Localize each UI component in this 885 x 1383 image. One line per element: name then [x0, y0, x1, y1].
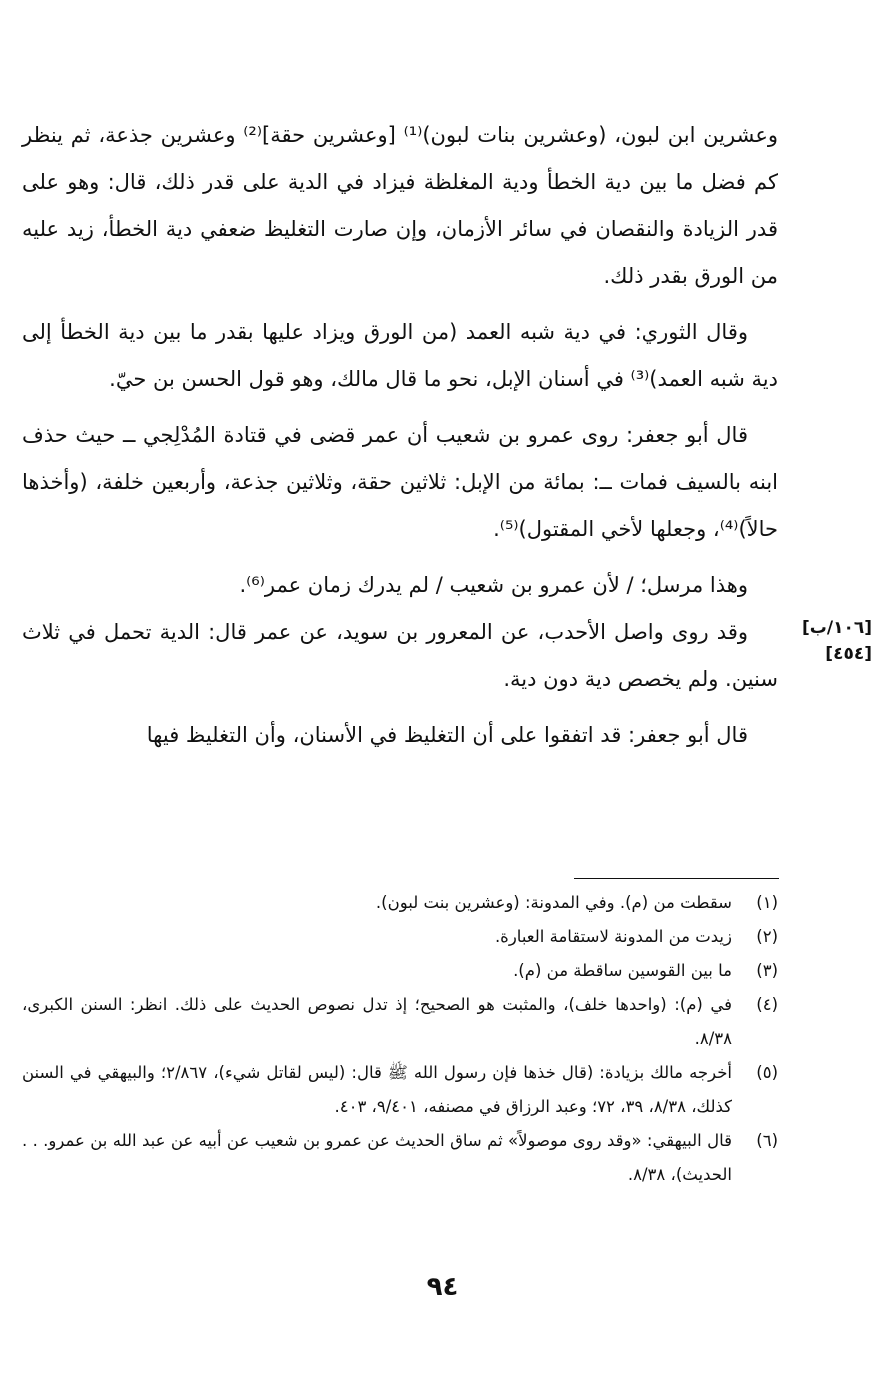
folio-ref-line-2: [٤٥٤]: [825, 644, 872, 664]
paragraph-4: وهذا مرسل؛ / لأن عمرو بن شعيب / لم يدرك زمان عمر⁽⁶⁾.: [239, 573, 748, 597]
footnote-3: [22, 954, 778, 988]
main-text: [22, 112, 778, 759]
footnote-separator: [574, 878, 779, 879]
footnote-text: قال البيهقي: «وقد روى موصولاً» ثم ساق الحديث عن عمرو بن شعيب عن أبيه عن عبد الله بن عمرو. . . الحديث)، ٨/٣٨.: [22, 1131, 732, 1184]
footnote-number: (١): [756, 893, 778, 912]
footnote-number: (٢): [756, 927, 778, 946]
footnote-number: (٤): [756, 995, 778, 1014]
manuscript-folio-reference: [772, 615, 872, 667]
folio-ref-line-1: [١٠٦/ب]: [802, 618, 872, 638]
footnote-text: أخرجه مالك بزيادة: (قال خذها فإن رسول الله ﷺ قال: (ليس لقاتل شيء)، ٢/٨٦٧؛ والبيهقي في السنن كذلك، ٨/٣٨، ٣٩، ٧٢؛ وعبد الرزاق في مصنفه، ٩/٤٠١، ٤٠٣.: [22, 1063, 732, 1116]
footnote-text: زيدت من المدونة لاستقامة العبارة.: [494, 927, 732, 946]
footnote-text: سقطت من (م). وفي المدونة: (وعشرين بنت لبون).: [375, 893, 732, 912]
footnote-5: [22, 1056, 778, 1124]
footnote-6: [22, 1124, 778, 1192]
footnote-text: ما بين القوسين ساقطة من (م).: [513, 961, 732, 980]
footnote-number: (٥): [756, 1063, 778, 1082]
footnote-2: [22, 920, 778, 954]
paragraph-2: وقال الثوري: في دية شبه العمد (من الورق ويزاد عليها بقدر ما بين دية الخطأ إلى دية شبه العمد)⁽³⁾ في أسنان الإبل، نحو ما قال مالك، وهو قول الحسن بن حيّ.: [22, 320, 778, 391]
paragraph-5: وقد روى واصل الأحدب، عن المعرور بن سويد، عن عمر قال: الدية تحمل في ثلاث سنين. ولم يخصص دية دون دية.: [22, 620, 778, 691]
footnote-number: (٣): [756, 961, 778, 980]
footnote-text: في (م): (واحدها خلف)، والمثبت هو الصحيح؛ إذ تدل نصوص الحديث على ذلك. انظر: السنن الكبرى، ٨/٣٨.: [22, 995, 732, 1048]
footnote-1: [22, 886, 778, 920]
footnotes: [22, 886, 778, 1192]
page-number: ٩٤: [426, 1272, 459, 1302]
paragraph-1: وعشرين ابن لبون، (وعشرين بنات لبون)⁽¹⁾ [وعشرين حقة]⁽²⁾ وعشرين جذعة، ثم ينظر كم فضل ما بين دية الخطأ ودية المغلظة فيزاد في الدية على قدر ذلك، قال: وهو على قدر الزيادة والنقصان في سائر الأزمان، وإن صارت التغليظ ضعفي دية الخطأ، زيد عليه من الورق بقدر ذلك.: [22, 123, 778, 288]
footnote-number: (٦): [756, 1131, 778, 1150]
footnote-4: [22, 988, 778, 1056]
paragraph-3: قال أبو جعفر: روى عمرو بن شعيب أن عمر قضى في قتادة المُدْلِجي ــ حيث حذف ابنه بالسيف فمات ــ: بمائة من الإبل: ثلاثين حقة، وثلاثين جذعة، وأربعين خلفة، (وأخذها حالاً)⁽⁴⁾، وجعلها لأخي المقتول)⁽⁵⁾.: [22, 423, 778, 541]
paragraph-6: قال أبو جعفر: قد اتفقوا على أن التغليظ في الأسنان، وأن التغليظ فيها: [146, 723, 748, 747]
